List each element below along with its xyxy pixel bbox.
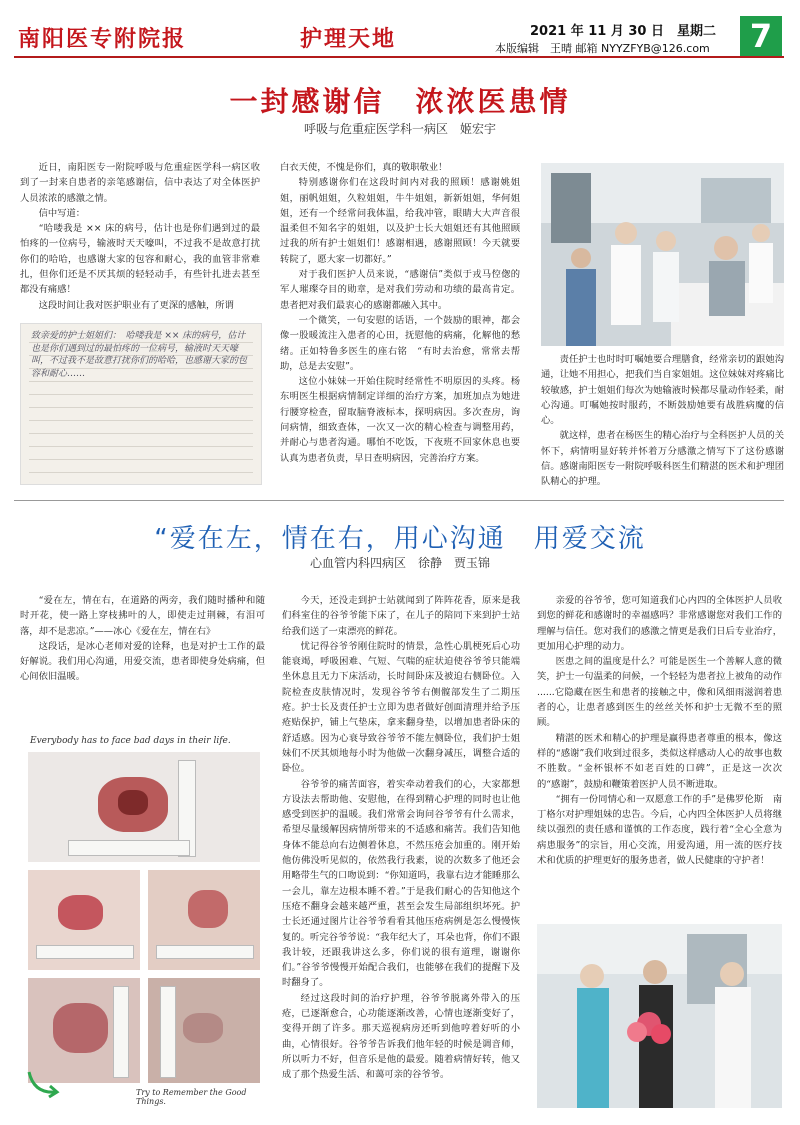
editor-info: 本版编辑 王晴 邮箱 NYYZFYB@126.com <box>495 42 710 55</box>
paragraph: 信中写道： <box>38 207 86 219</box>
paragraph: 亲爱的谷爷爷，您可知道我们心内四的全体医护人员收到您的鲜花和感谢时的幸福感吗？非常感谢您对我们工作的理解与信任。您对我们的感激之情更是我们日后专业治疗，更加用心护理的动力。 <box>537 595 782 652</box>
collage-caption-bottom: Try to Remember the Good Things. <box>136 1088 247 1106</box>
paragraph: 这位小妹妹一开始住院时经常性不明原因的头疼。杨东明医生根据病情制定详细的治疗方案，加班加点为她进行腰穿检查，留取脑脊液标本，探明病因。多次查房，询问病情，细致查体，一次又一次的精心检查与调整用药，并耐心与患者沟通。哪怕不吃饭，下夜班不回家休息也要认真为患者负责，早日查明病因，完善治疗方案。 <box>280 376 520 464</box>
paragraph: 这段时间让我对医护职业有了更深的感触，所谓 <box>38 299 234 311</box>
article2-title: “爱在左，情在右，用心沟通 用爱交流 <box>154 524 646 554</box>
letter-handwriting: 致亲爱的护士姐姐们： 哈喽我是 ×× 床的病号，估计也是你们遇到过的最怕疼的一位病号，输液时天天嚎叫，不过我不是故意打扰你们的哈哈，也感谢大家的包容和耐心…… <box>31 331 248 379</box>
article-divider <box>14 500 784 501</box>
article2-column3 <box>537 593 782 868</box>
ward-round-photo <box>541 163 784 346</box>
flower-gift-photo <box>537 924 782 1108</box>
article2-column2 <box>282 593 520 1083</box>
paragraph: 近日，南阳医专一附院呼吸与危重症医学科一病区收到了一封来自患者的亲笔感谢信，信中表达了对全体医护人员浓浓的感激之情。 <box>20 162 260 204</box>
article1-column2 <box>280 160 520 466</box>
paragraph: 白衣天使，不愧是你们，真的敬职敬业！ <box>280 162 448 173</box>
wound-photo-1 <box>28 752 260 862</box>
paragraph: 今天，还没走到护士站就闻到了阵阵花香，原来是我们科室住的谷爷爷能下床了，在儿子的陪同下来到护士站给我们送了一束漂亮的鲜花。 <box>282 595 520 637</box>
wound-photo-2 <box>28 870 140 970</box>
paragraph: 一个微笑，一句安慰的话语，一个鼓励的眼神，都会像一股暖流注入患者的心田，抚慰他的病痛，化解他的愁绪。正如特鲁多医生的座右铭 “有时去治愈，常常去帮助，总是去安慰”。 <box>280 314 520 372</box>
paragraph: 经过这段时间的治疗护理，谷爷爷脱离外带入的压疮，已逐渐愈合，心功能逐渐改善，心情也逐渐变好了，变得开朗了许多。那天巡视病房还听到他哼着好听的小曲，心情很好。谷爷爷告诉我们他年轻的时候是调音师，所以听力不好，但音乐是他的最爱。随着病情好转，他又成了那个热爱生活、和蔼可亲的谷爷爷。 <box>282 992 520 1081</box>
paragraph: 医患之间的温度是什么？可能是医生一个善解人意的微笑，护士一句温柔的问候，一个轻轻为患者拉上被角的动作 ......它隐藏在医生和患者的接触之中，像和风细雨滋润着患者的心，让患者感到医生的丝丝关怀和护士无微不至的照顾。 <box>537 656 782 729</box>
thank-you-letter-photo <box>20 323 262 485</box>
paragraph: 责任护士也时时叮嘱她要合理膳食，经常亲切的跟她沟通，让她不用担心，把我们当自家姐姐。这位妹妹对疼痛比较敏感，护士姐姐们每次为她输液时候都尽量动作轻柔，耐心沟通。叮嘱她按时服药，不断鼓励她要有战胜病魔的信心。 <box>541 354 784 427</box>
paragraph: 忧记得谷爷爷刚住院时的情景，急性心肌梗死后心功能衰竭，呼吸困难、气短、气喘的症状迫使谷爷爷只能端坐休息且无力下床活动，长时间卧床及被迫右侧卧位。入院检查皮肤情况时，发现谷爷爷右侧髋部发生了二期压疮。护士长及责任护士立即为患者做好创面清理并给予压疮贴保护，铺上气垫床，拿来翻身垫，以增加患者卧床的舒适感。因为心衰导致谷爷爷不能左侧卧位，我们护士姐妹们不厌其烦地每小时为他做一次翻身减压，调整合适的卧位。 <box>282 640 520 775</box>
collage-caption-top: Everybody has to face bad days in their life. <box>30 736 231 746</box>
paragraph: 对于我们医护人员来说，“感谢信”类似于戎马倥偬的军人璀璨夺目的勋章，是对我们劳动和功绩的最高肯定。患者把对我们最衷心的感谢都融入其中。 <box>280 269 520 311</box>
page-number: 7 <box>740 16 782 56</box>
ward-scene-illustration <box>541 163 784 346</box>
paragraph: 谷爷爷的痛苦面容，着实牵动着我们的心，大家都想方设法去帮助他、安慰他，在得到精心护理的同时也让他感受到医护的温暖。我们常常会询问谷爷爷有什么需求，希望尽量缓解因病情所带来的不适感和痛苦。我们告知他身体不能总向右边侧着休息，不然压疮会加重的。刚开始他仿佛没听见似的，依然我行我素，说的次数多了他还会用略带生气的口吻说到：“你知道吗，我靠右边才能睡那么一会儿，靠左边根本睡不着。”于是我们耐心的告知他这个压疮不翻身会越来越严重，甚至会发生局部组织坏死。护士长还通过图片让谷爷爷看看其他压疮病例是怎么慢慢恢复的。听完谷爷爷说：“我年纪大了，耳朵也背，你们不跟我计较，还跟我讲这么多，你们说的很有道理，谢谢你们。”谷爷爷慢慢开始配合我们，也能够在我们的提醒下及时翻身了。 <box>282 778 520 989</box>
article1-column3 <box>541 352 784 490</box>
article1-column1 <box>20 160 260 313</box>
paragraph: 精湛的医术和精心的护理是赢得患者尊重的根本，像这样的“感谢”我们收到过很多，类似这样感动人心的故事也数不胜数。“金杯银杯不如老百姓的口碑”，正是这一次次的“感谢”，鼓励和鞭策着医护人员不断进取。 <box>537 732 782 790</box>
article1-title: 一封感谢信 浓浓医患情 <box>229 85 571 118</box>
hand-drawn-arrow-icon <box>24 1062 64 1102</box>
flower-scene-illustration <box>537 924 782 1108</box>
wound-photo-3 <box>148 870 260 970</box>
header-rule <box>14 56 784 58</box>
article2-column1 <box>20 593 265 685</box>
paragraph: 就这样，患者在杨医生的精心治疗与全科医护人员的关怀下，病情明显好转并怀着万分感激之情写下了这份感谢信。感谢南阳医专一附院呼吸科医生们精湛的医术和护理团队精心的护理。 <box>541 430 784 488</box>
wound-photo-5 <box>148 978 260 1083</box>
section-title: 护理天地 <box>300 27 397 52</box>
paragraph: “哈喽我是 ×× 床的病号，估计也是你们遇到过的最怕疼的一位病号，输液时天天嚎叫，不过我不是故意打扰你们的哈哈，也感谢大家的包容和耐心，我的血管非常难扎，但你们还是不厌其烦的轻轻动手，有些针扎进去甚至都没有痛感！ <box>20 223 260 296</box>
article1-byline: 呼吸与危重症医学科一病区 姬宏宇 <box>303 122 496 136</box>
paragraph: “拥有一份同情心和一双愿意工作的手”是佛罗伦斯 南丁格尔对护理姐妹的忠告。今后，心内四全体医护人员将继续以强烈的责任感和谨慎的工作态度，践行着“全心全意为病患服务”的宗旨，用心交流，用爱沟通，用一流的医疗技术和优质的护理更好的服务患者，做人民健康的守护者！ <box>537 793 782 867</box>
issue-date: 2021 年 11 月 30 日 星期二 <box>530 24 716 39</box>
paragraph: “爱在左，情在右，在道路的两旁，我们随时播种和随时开花，使一路上穿枝拂叶的人，即使走过荆棘，有泪可落，却不是悲凉。”——冰心《爱在左，情在右》 <box>20 595 265 637</box>
paragraph: 这段话，是冰心老师对爱的诠释，也是对护士工作的最好解说。我们用心沟通，用爱交流，患者即使身处病痛，但心间依旧温暖。 <box>20 640 265 683</box>
newspaper-masthead: 南阳医专附院报 <box>18 26 187 52</box>
paragraph: 特别感谢你们在这段时间内对我的照顾！感谢姚姐姐，丽帆姐姐，久粒姐姐，牛牛姐姐，新新姐姐，华何姐姐，还有一个经常问我体温，给我冲管，眼睛大大声音很温柔但不知名字的姐姐，以及护士长大姐姐还有其他照顾过我的所有护士姐姐们！感谢相遇，感谢照顾！今天就要转院了，愿大家一切都好。” <box>280 177 520 265</box>
article2-byline: 心血管内科四病区 徐静 贾玉锦 <box>309 556 490 570</box>
pressure-sore-collage <box>18 730 270 1108</box>
